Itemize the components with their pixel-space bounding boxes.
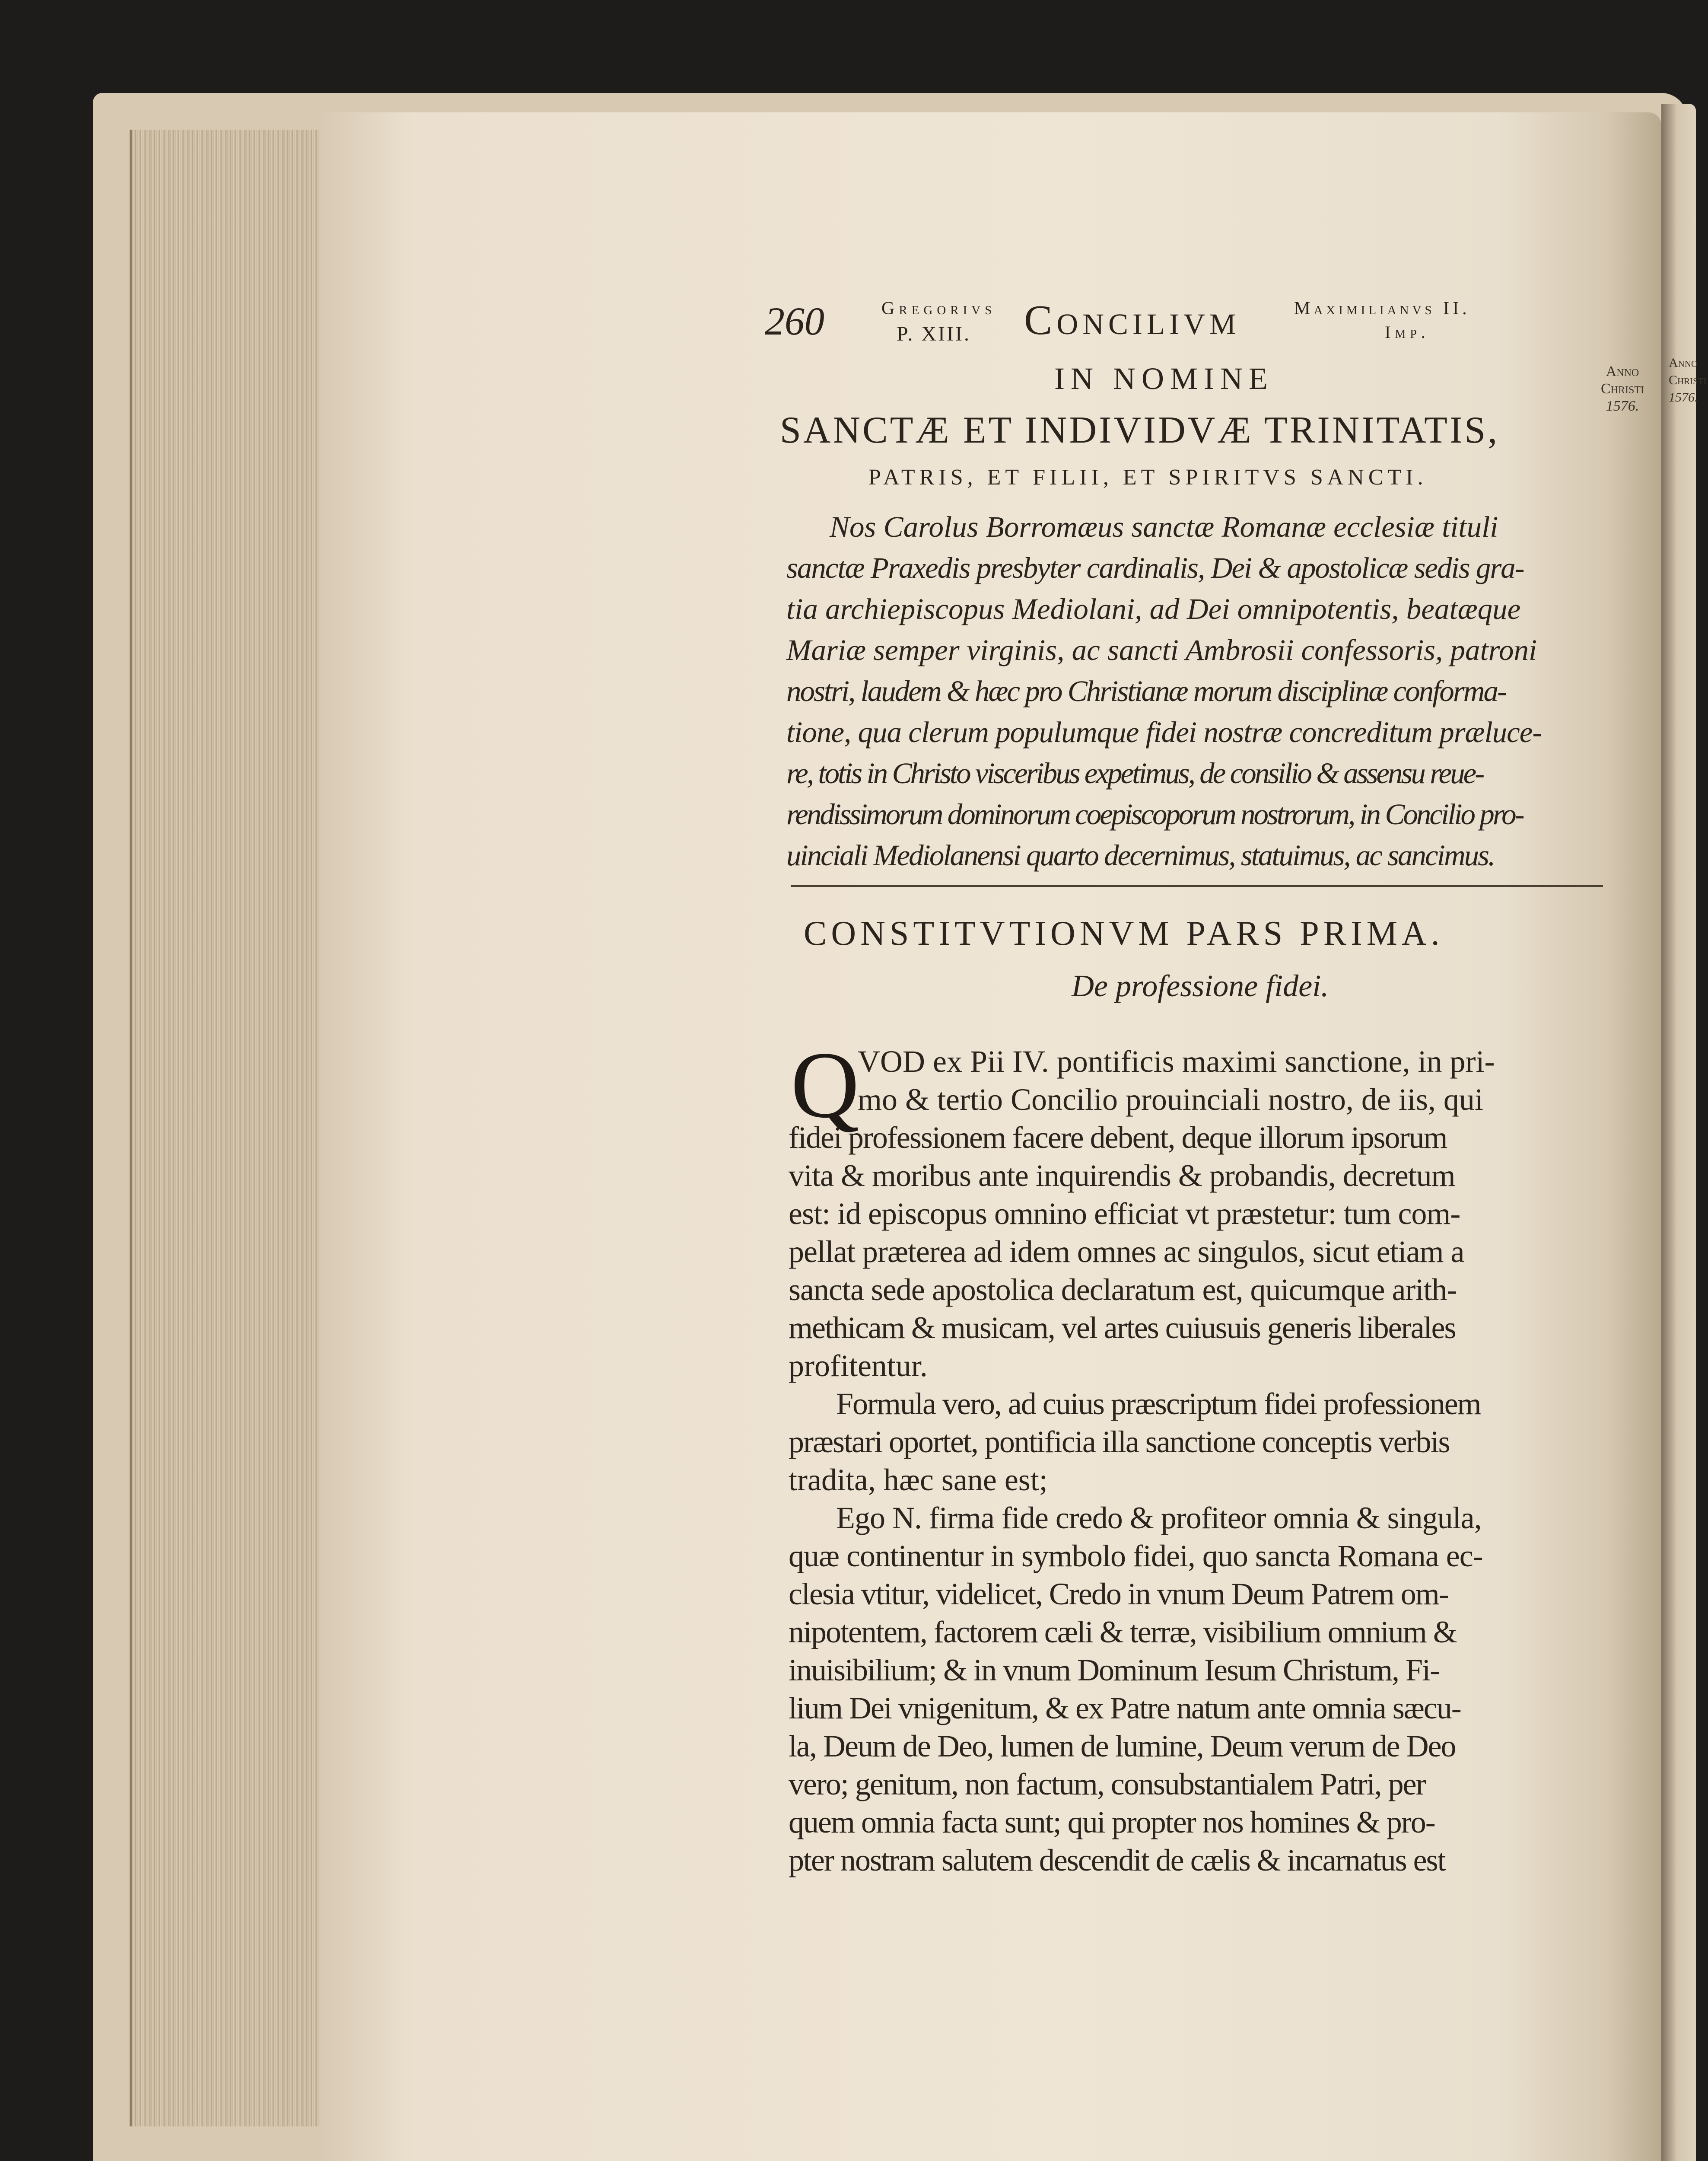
body-line: fidei professionem facere debent, deque illorum ipsorum	[789, 1120, 1447, 1155]
body-line: VOD ex Pii IV. pontificis maximi sanctione, in pri-	[858, 1044, 1495, 1079]
drop-cap: Q	[791, 1032, 859, 1138]
body-line: methicam & musicam, vel artes cuiusuis generis liberales	[789, 1310, 1456, 1345]
margin-note-line: Anno	[1606, 363, 1639, 379]
preamble-line: uinciali Mediolanensi quarto decernimus, statuimus, ac sancimus.	[786, 839, 1495, 872]
margin-note-line: Christi	[1600, 381, 1644, 397]
preamble-line: tione, qua clerum populumque fidei nostræ concreditum præluce-	[786, 716, 1542, 749]
margin-note-line: Anno	[1669, 356, 1698, 370]
body-line: mo & tertio Concilio prouinciali nostro, de iis, qui	[858, 1082, 1483, 1117]
preamble-line: re, totis in Christo visceribus expetimus, de consilio & assensu reue-	[786, 757, 1483, 790]
body-line: quæ continentur in symbolo fidei, quo sancta Romana ec-	[789, 1539, 1483, 1573]
body-line: nipotentem, factorem cæli & terræ, visibilium omnium &	[789, 1615, 1457, 1649]
body-line: Formula vero, ad cuius præscriptum fidei professionem	[836, 1386, 1481, 1421]
body-line: clesia vtitur, videlicet, Credo in vnum Deum Patrem om-	[789, 1577, 1448, 1611]
facing-page-edge	[1661, 104, 1696, 2161]
invocation-line-2: SANCTÆ ET INDIVIDVÆ TRINITATIS,	[780, 409, 1500, 451]
running-head-title: Concilivm	[1024, 297, 1240, 344]
running-head-left-1: Gregorivs	[881, 299, 996, 319]
margin-note-line: Christi	[1669, 373, 1707, 387]
body-line: pter nostram salutem descendit de cælis & incarnatus est	[789, 1843, 1445, 1877]
facing-margin-year-note	[1669, 354, 1707, 406]
preamble-line: rendissimorum dominorum coepiscoporum nostrorum, in Concilio pro-	[786, 798, 1523, 831]
running-head-right-1: Maximilianvs II.	[1294, 299, 1470, 319]
section-divider	[791, 885, 1603, 887]
body-line: præstari oportet, pontificia illa sanctione conceptis verbis	[789, 1425, 1450, 1459]
page-edges	[130, 130, 324, 2126]
body-line: vita & moribus ante inquirendis & probandis, decretum	[789, 1158, 1455, 1193]
margin-note-line: 1576.	[1606, 398, 1639, 414]
section-subtitle: De professione fidei.	[1072, 969, 1329, 1003]
preamble-line: Mariæ semper virginis, ac sancti Ambrosii confessoris, patroni	[786, 634, 1537, 666]
body-line: vero; genitum, non factum, consubstantialem Patri, per	[789, 1767, 1425, 1801]
invocation-line-3: PATRIS, ET FILII, ET SPIRITVS SANCTI.	[868, 465, 1428, 490]
running-head-right-2: Imp.	[1385, 322, 1430, 342]
invocation-line-1: IN NOMINE	[1054, 361, 1274, 396]
body-line: profitentur.	[789, 1348, 928, 1383]
section-title: CONSTITVTIONVM PARS PRIMA.	[804, 915, 1444, 953]
body-line: Ego N. firma fide credo & profiteor omnia & singula,	[836, 1501, 1482, 1535]
body-line: la, Deum de Deo, lumen de lumine, Deum verum de Deo	[789, 1729, 1456, 1763]
preamble-line: Nos Carolus Borromæus sanctæ Romanæ ecclesiæ tituli	[830, 510, 1498, 543]
body-line: quem omnia facta sunt; qui propter nos homines & pro-	[789, 1805, 1435, 1839]
body-line: inuisibilium; & in vnum Dominum Iesum Christum, Fi-	[789, 1653, 1440, 1687]
preamble-line: nostri, laudem & hæc pro Christianæ morum disciplinæ conforma-	[786, 675, 1506, 708]
body-line: sancta sede apostolica declaratum est, quicumque arith-	[789, 1272, 1457, 1307]
margin-note-line: 1576.	[1669, 390, 1698, 405]
margin-year-note	[1592, 363, 1653, 415]
running-head-left-2: P. XIII.	[897, 322, 971, 345]
body-line: lium Dei vnigenitum, & ex Patre natum ante omnia sæcu-	[789, 1691, 1461, 1725]
preamble-line: tia archiepiscopus Mediolani, ad Dei omnipotentis, beatæque	[786, 593, 1521, 625]
page-number: 260	[765, 299, 824, 343]
body-line: tradita, hæc sane est;	[789, 1463, 1048, 1497]
body-line: pellat præterea ad idem omnes ac singulos, sicut etiam a	[789, 1234, 1464, 1269]
body-line: est: id episcopus omnino efficiat vt præstetur: tum com-	[789, 1196, 1460, 1231]
preamble-line: sanctæ Praxedis presbyter cardinalis, Dei & apostolicæ sedis gra-	[786, 551, 1524, 584]
